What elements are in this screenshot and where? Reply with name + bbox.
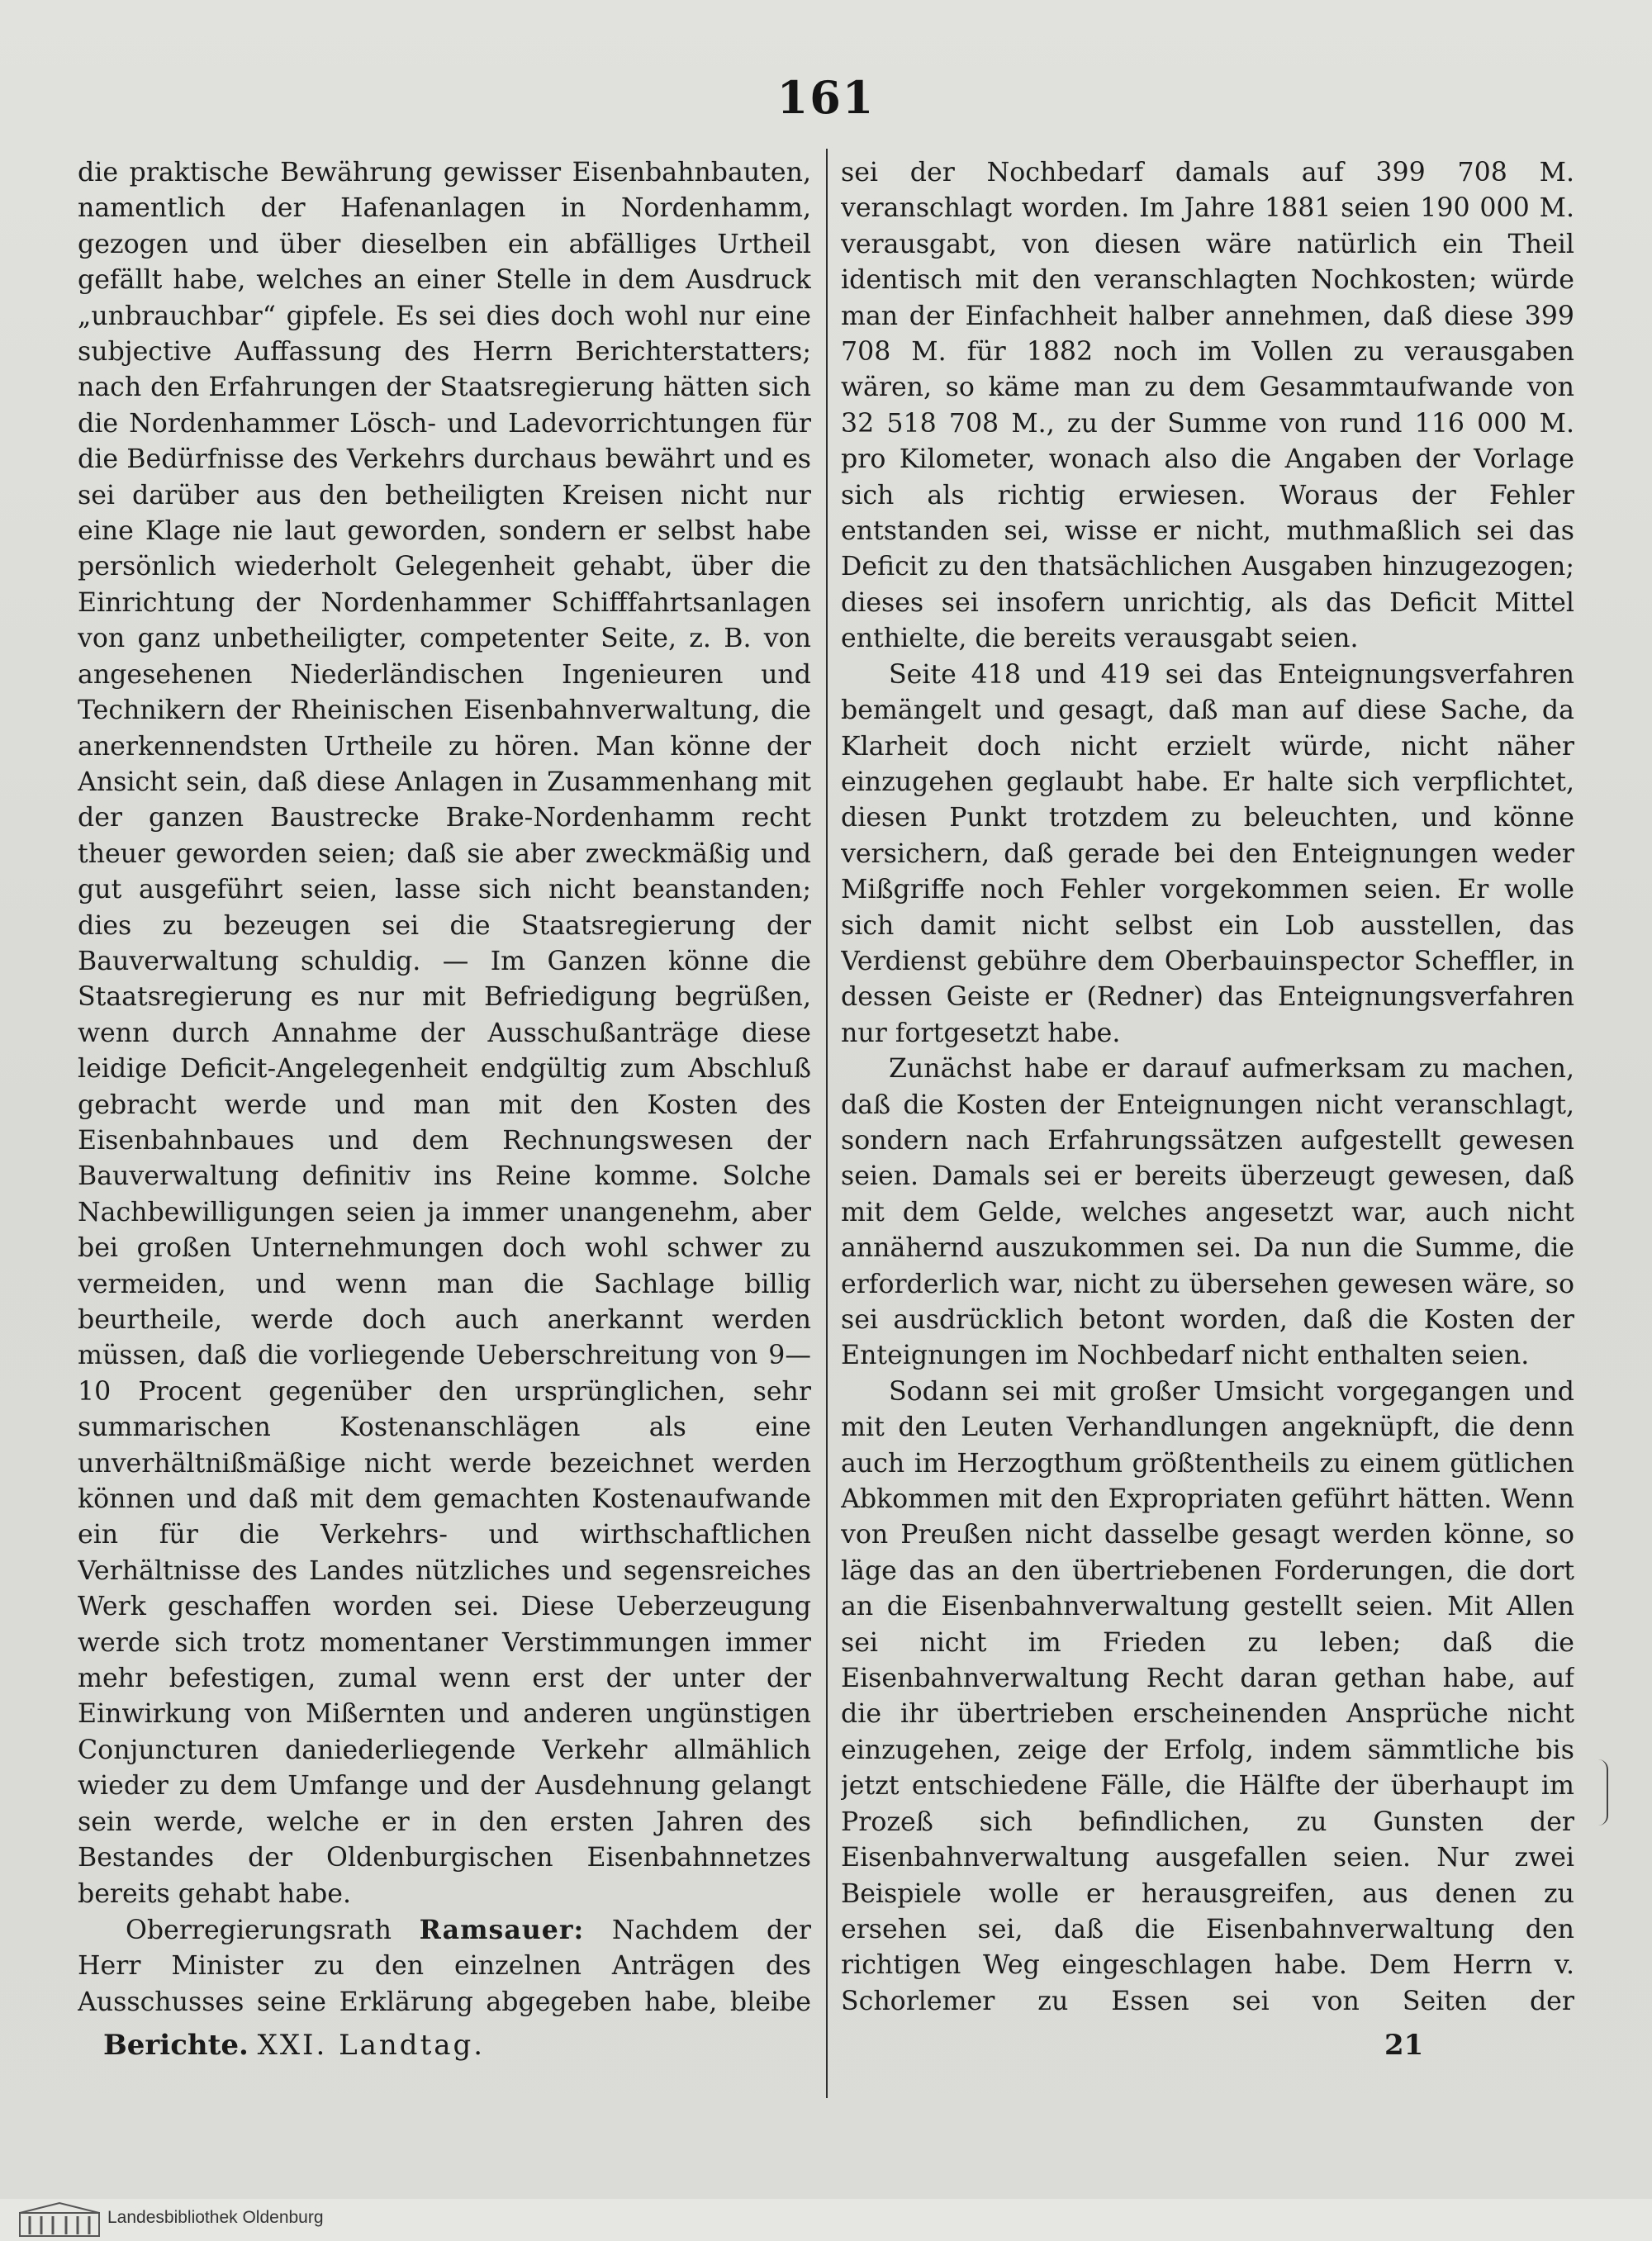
library-building-icon: [18, 2201, 101, 2238]
page-number: 161: [776, 71, 876, 124]
footer-signature: 21: [1384, 2029, 1424, 2062]
right-paragraph-1: sei der Nochbedarf damals auf 399 708 M. veranschlagt worden. Im Jahre 1881 seien 190 000 M. verausgabt, von diesen wäre natürlich ein Theil identisch mit den veranschlagten Nochkosten; würde man der Einfachheit halber annehmen, daß diese 399 708 M. für 1882 noch im Vollen zu verausgaben wären, so käme man zu dem Gesammtaufwande von 32 518 708 M., zu der Summe von rund 116 000 M. pro Kilometer, wonach also die Angaben der Vorlage sich als richtig erwiesen. Woraus der Fehler entstanden sei, wisse er nicht, muthmaßlich sei das Deficit zu den thatsächlichen Ausgaben hinzugezogen; dieses sei insofern unrichtig, als das Deficit Mittel enthielte, die bereits verausgabt seien.: [841, 158, 1574, 654]
speaker-statement: Nachdem der Herr Minister zu den einzelnen Anträgen des Ausschusses seine Erklärung abgegeben habe, bleibe: [78, 1915, 811, 2017]
speaker-title: Oberregierungsrath: [126, 1915, 392, 1945]
left-paragraph-continuation: die praktische Bewährung gewisser Eisenbahnbauten, namentlich der Hafenanlagen in Nordenhamm, gezogen und über dieselben ein abfälliges Urtheil gefällt habe, welches an einer Stelle in dem Ausdruck „unbrauchbar“ gipfele. Es sei dies doch wohl nur eine subjective Auffassung des Herrn Berichterstatters; nach den Erfahrungen der Staatsregierung hätten sich die Nordenhammer Lösch- und Ladevorrichtungen für die Bedürfnisse des Verkehrs durchaus bewährt und es sei darüber aus den betheiligten Kreisen nicht nur eine Klage nie laut geworden, sondern er selbst habe persönlich wiederholt Gelegenheit gehabt, über die Einrichtung der Nordenhammer Schifffahrtsanlagen von ganz unbetheiligter, competenter Seite, z. B. von angesehenen Niederländischen Ingenieuren und Technikern der Rheinischen Eisenbahnverwaltung, die anerkennendsten Urtheile zu hören. Man könne der Ansicht sein, daß diese Anlagen in Zusammenhang mit der ganzen Baustrecke Brake-Nordenhamm recht theuer geworden seien; daß sie aber zweckmäßig und gut ausgeführt seien, lasse sich nicht beanstanden; dies zu bezeugen sei die Staatsregierung der Bauverwaltung schuldig. — Im Ganzen könne die Staatsregierung es nur mit Befriedigung begrüßen, wenn durch Annahme der Ausschußanträge diese leidige Deficit-Angelegenheit endgültig zum Abschluß gebracht werde und man mit den Kosten des Eisenbahnbaues und dem Rechnungswesen der Bauverwaltung definitiv ins Reine komme. Solche Nachbewilligungen seien ja immer unangenehm, aber bei großen Unternehmungen doch wohl schwer zu vermeiden, und wenn man die Sachlage billig beurtheile, werde doch auch anerkannt werden müssen, daß die vorliegende Ueberschreitung von 9—10 Procent gegenüber den ursprünglichen, sehr summarischen Kostenanschlägen als eine unverhältnißmäßige nicht werde bezeichnet werden können und daß mit dem gemachten Kostenaufwande ein für die Verkehrs- und wirthschaftlichen Verhältnisse des Landes nützliches und segensreiches Werk geschaffen worden sei. Diese Ueberzeugung werde sich trotz momentaner Verstimmungen immer mehr befestigen, zumal wenn erst der unter der Einwirkung von Mißernten und anderen ungünstigen Conjuncturen daniederliegende Verkehr allmählich wieder zu dem Umfange und der Ausdehnung gelangt sein werde, welche er in den ersten Jahren des Bestandes der Oldenburgischen Eisenbahnnetzes bereits gehabt habe.: [78, 158, 811, 1909]
right-paragraph-3: Zunächst habe er darauf aufmerksam zu machen, daß die Kosten der Enteignungen nicht veranschlagt, sondern nach Erfahrungssätzen aufgestellt gewesen seien. Damals sei er bereits überzeugt gewesen, daß mit dem Gelde, welches angesetzt war, auch nicht annähernd auszukommen sei. Da nun die Summe, die erforderlich war, nicht zu übersehen gewesen wäre, so sei ausdrücklich betont worden, daß die Kosten der Enteignungen im Nochbedarf nicht enthalten seien.: [841, 1054, 1574, 1371]
speaker-name: Ramsauer:: [419, 1914, 585, 1945]
right-paragraph-2: Seite 418 und 419 sei das Enteignungsverfahren bemängelt und gesagt, daß man auf diese Sache, da Klarheit doch nicht erzielt würde, nicht näher einzugehen geglaubt habe. Er halte sich verpflichtet, diesen Punkt trotzdem zu beleuchten, und könne versichern, daß gerade bei den Enteignungen weder Mißgriffe noch Fehler vorgekommen seien. Er wolle sich damit nicht selbst ein Lob ausstellen, das Verdienst gebühre dem Oberbauinspector Scheffler, in dessen Geiste er (Redner) das Enteignungsverfahren nur fortgesetzt habe.: [841, 659, 1574, 1048]
footer-series: Berichte.: [103, 2029, 249, 2062]
column-divider: [826, 149, 828, 2098]
footer-session: XXI. Landtag.: [257, 2029, 486, 2062]
library-name: Landesbibliothek Oldenburg: [107, 2208, 324, 2227]
footer-volume: [103, 2029, 485, 2062]
left-column: [78, 155, 811, 2022]
left-paragraph-speaker: [78, 1912, 811, 2022]
margin-pencil-mark: [1598, 1759, 1608, 1826]
right-column: [841, 155, 1574, 2022]
right-paragraph-4: Sodann sei mit großer Umsicht vorgegangen und mit den Leuten Verhandlungen angeknüpft, die denn auch im Herzogthum größtentheils zu einem gütlichen Abkommen mit den Expropriaten geführt hätten. Wenn von Preußen nicht dasselbe gesagt werden könne, so läge das an den übertriebenen Forderungen, die dort an die Eisenbahnverwaltung gestellt seien. Mit Allen sei nicht im Frieden zu leben; daß die Eisenbahnverwaltung Recht daran gethan habe, auf die ihr übertrieben erscheinenden Ansprüche nicht einzugehen, zeige der Erfolg, indem sämmtliche bis jetzt entschiedene Fälle, die Hälfte der überhaupt im Prozeß sich befindlichen, zu Gunsten der Eisenbahnverwaltung ausgefallen seien. Nur zwei Beispiele wolle er herausgreifen, aus denen zu ersehen sei, daß die Eisenbahnverwaltung den richtigen Weg eingeschlagen habe. Dem Herrn v. Schorlemer zu Essen sei von Seiten der: [841, 1376, 1574, 2016]
